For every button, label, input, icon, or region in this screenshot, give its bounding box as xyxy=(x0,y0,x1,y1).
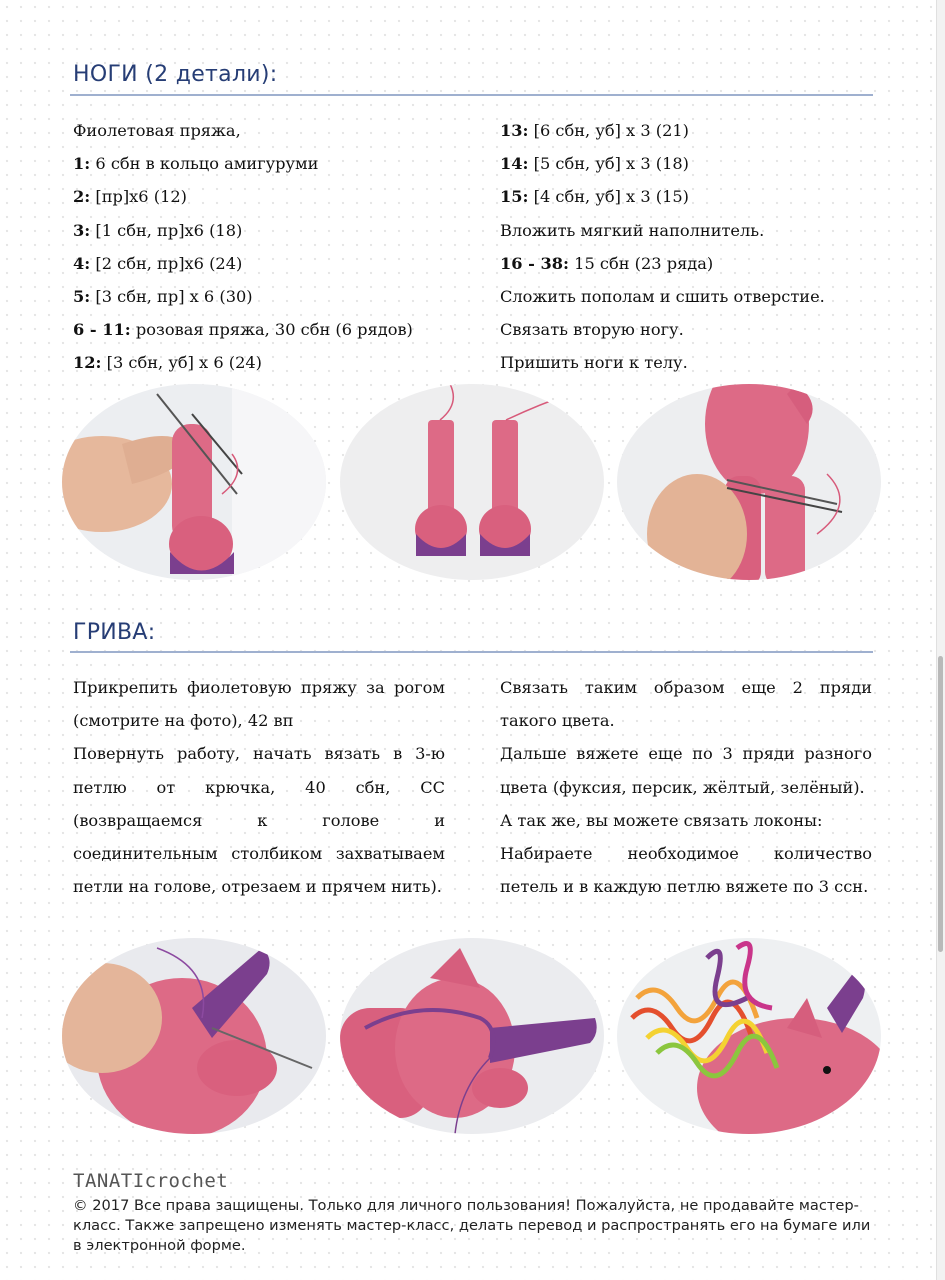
curly-mane-photo xyxy=(617,938,881,1134)
page-edge xyxy=(936,0,945,1280)
legs-left-line: 12: [3 сбн, уб] х 6 (24) xyxy=(73,353,262,373)
legs-right-line: Вложить мягкий наполнитель. xyxy=(500,220,765,240)
legs-right-line: Связать вторую ногу. xyxy=(500,320,684,340)
legs-instructions-right xyxy=(500,114,825,380)
legs-left-line: Фиолетовая пряжа, xyxy=(73,121,241,140)
legs-section-title: НОГИ (2 детали): xyxy=(73,62,278,87)
mane-instructions-right xyxy=(500,671,872,903)
legs-left-line: 5: [3 сбн, пр] х 6 (30) xyxy=(73,286,253,306)
legs-left-line: 3: [1 сбн, пр]х6 (18) xyxy=(73,220,243,240)
legs-right-line: Сложить пополам и сшить отверстие. xyxy=(500,286,825,306)
mane-right-paragraph: Связать таким образом еще 2 пряди такого цвета. xyxy=(500,678,872,731)
legs-right-line: Пришить ноги к телу. xyxy=(500,353,688,373)
mane-section-title: ГРИВА: xyxy=(73,620,156,645)
mane-left-paragraph: Прикрепить фиолетовую пряжу за рогом (смотрите на фото), 42 вп xyxy=(73,678,445,731)
mane-title-rule xyxy=(70,651,873,653)
legs-instructions-left xyxy=(73,114,413,380)
mane-right-paragraph: Дальше вяжете еще по 3 пряди разного цвета (фуксия, персик, жёлтый, зелёный). xyxy=(500,744,872,797)
mane-instructions-left xyxy=(73,671,445,903)
legs-title-rule xyxy=(70,94,873,96)
legs-left-line: 1: 6 сбн в кольцо амигуруми xyxy=(73,154,319,174)
legs-right-line: 14: [5 сбн, уб] х 3 (18) xyxy=(500,154,689,174)
leg-crochet-photo-1 xyxy=(62,384,326,580)
mane-left-paragraph: Повернуть работу, начать вязать в 3-ю петлю от крючка, 40 сбн, СС (возвращаемся к голове и соединительным столбиком захватываем петли на голове, отрезаем и прячем нить). xyxy=(73,744,445,897)
attaching-mane-photo xyxy=(62,938,326,1134)
scrollbar-thumb[interactable] xyxy=(938,656,943,952)
legs-right-line: 13: [6 сбн, уб] х 3 (21) xyxy=(500,121,689,140)
mane-strand-photo xyxy=(340,938,604,1134)
legs-right-line: 15: [4 сбн, уб] х 3 (15) xyxy=(500,187,689,207)
legs-left-line: 2: [пр]х6 (12) xyxy=(73,187,187,207)
two-legs-photo xyxy=(340,384,604,580)
legs-left-line: 4: [2 сбн, пр]х6 (24) xyxy=(73,253,243,273)
legs-right-line: 16 - 38: 15 сбн (23 ряда) xyxy=(500,253,714,273)
mane-right-paragraph: Набираете необходимое количество петель и в каждую петлю вяжете по 3 ссн. xyxy=(500,844,872,897)
mane-right-paragraph: А так же, вы можете связать локоны: xyxy=(500,810,823,830)
brand-name: TANATIcrochet xyxy=(73,1170,229,1192)
copyright-notice: © 2017 Все права защищены. Только для личного пользования! Пожалуйста, не продавайте мастер-класс. Также запрещено изменять мастер-класс, делать перевод и распространять его на бумаге или в электронной форме. xyxy=(73,1197,871,1254)
legs-left-line: 6 - 11: розовая пряжа, 30 сбн (6 рядов) xyxy=(73,320,413,340)
sewing-legs-photo xyxy=(617,384,881,580)
